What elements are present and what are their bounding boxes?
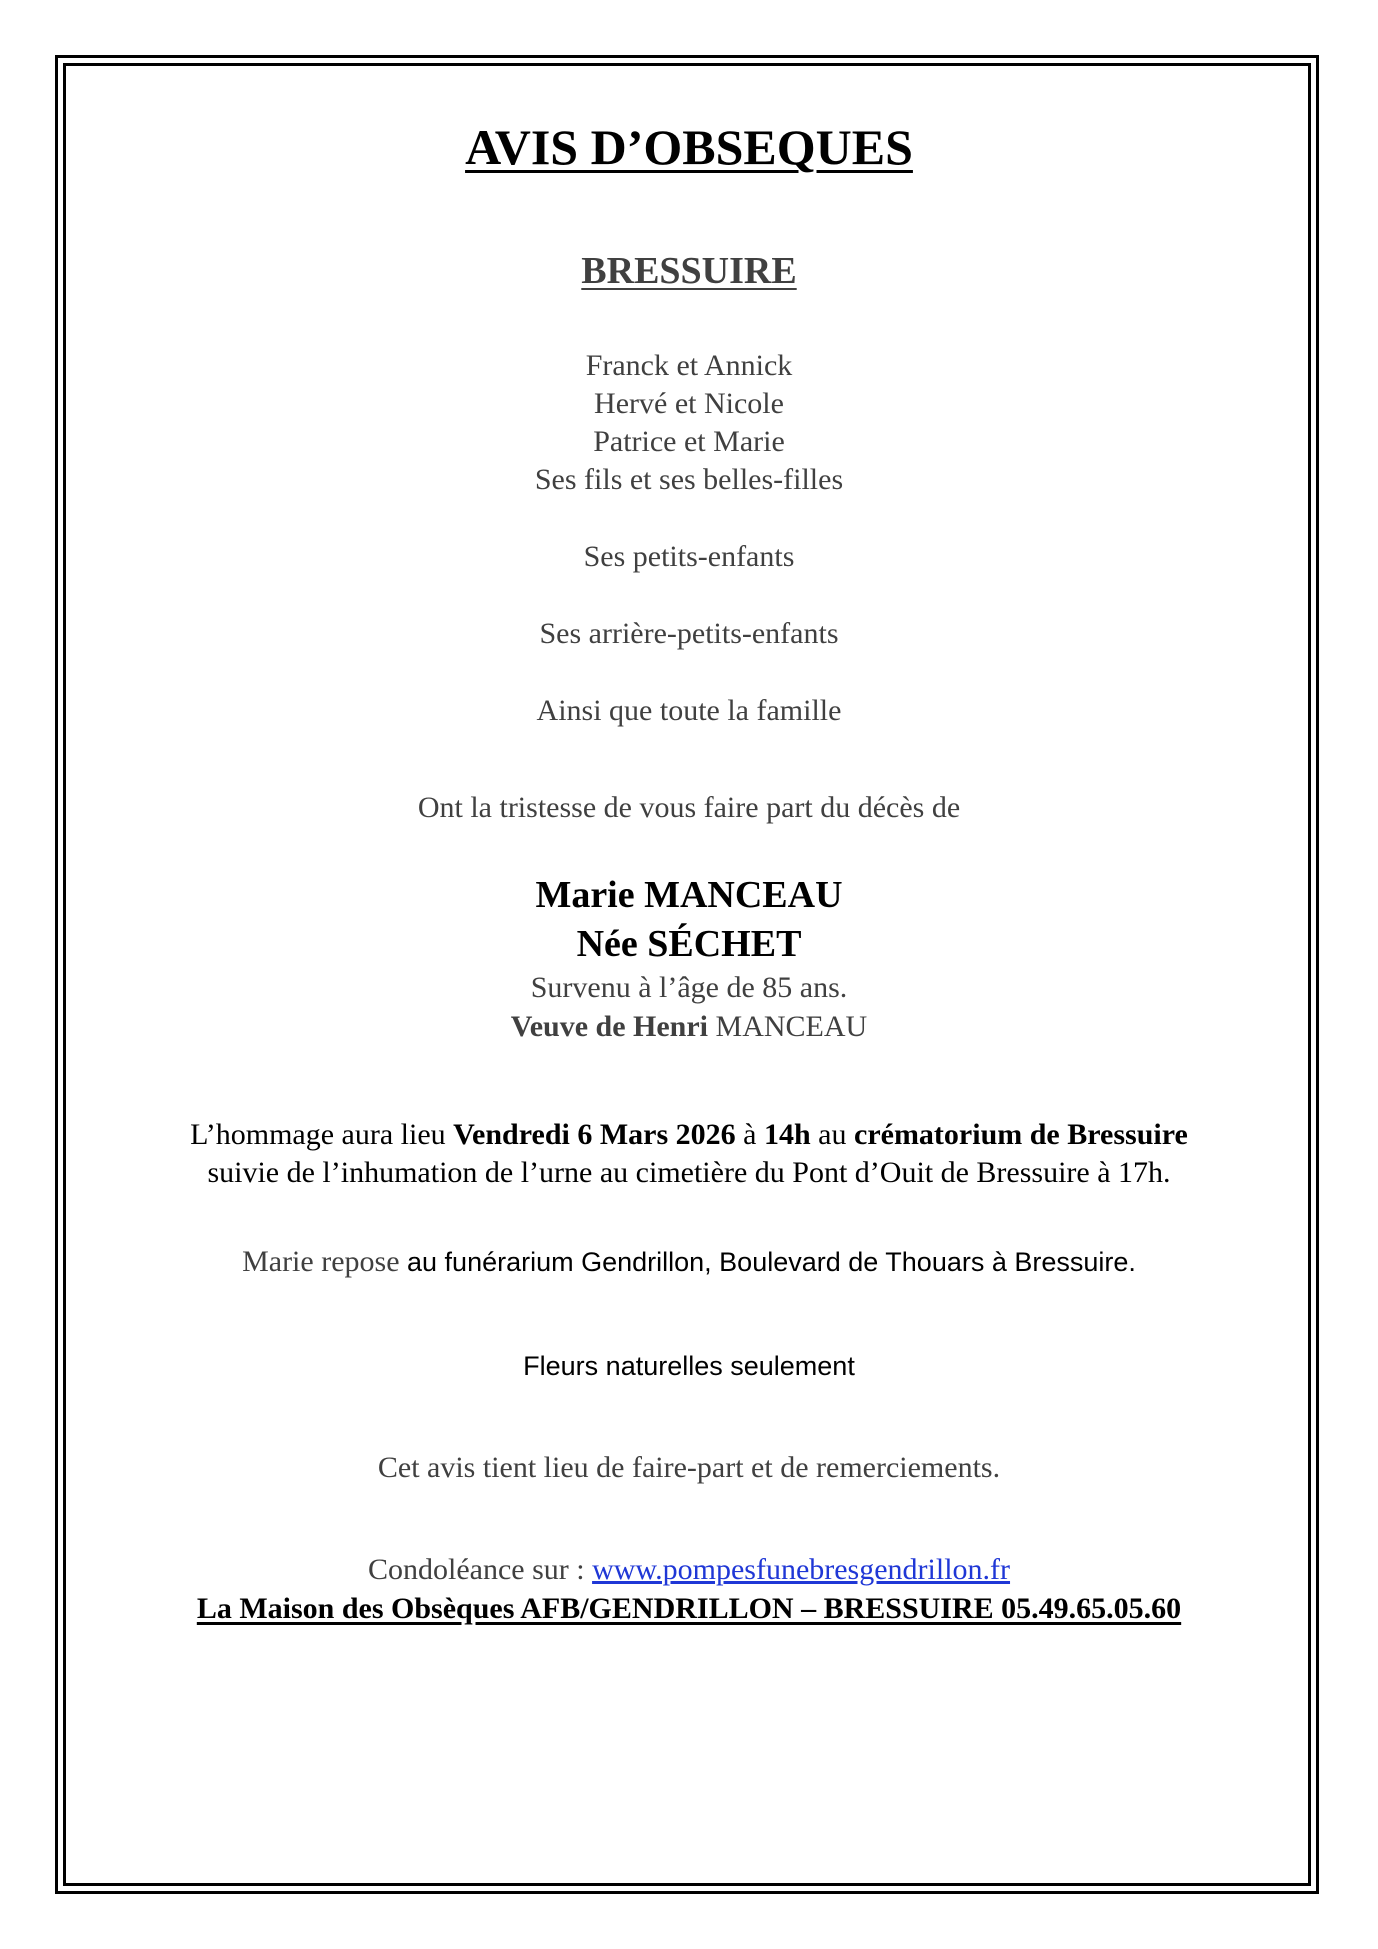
widow-name: MANCEAU [715,1010,868,1043]
repose-text-1: Marie repose [242,1245,408,1278]
city-heading: BRESSUIRE [581,250,797,292]
ceremony-date: Vendredi 6 Mars 2026 [453,1118,736,1151]
family-line-4: Ses fils et ses belles-filles [534,463,844,496]
condolence-label: Condoléance sur : [367,1553,593,1586]
ceremony-line-1 [0,1118,1378,1152]
announcement-text: Ont la tristesse de vous faire part du décès de [417,791,961,824]
deceased-maiden-name: Née SÉCHET [576,923,802,965]
widow-line [0,1010,1378,1044]
family-line-7: Ainsi que toute la famille [536,694,842,727]
ceremony-time: 14h [763,1118,811,1151]
ceremony-place: crématorium de Bressuire [854,1118,1188,1151]
widow-prefix: Veuve de Henri [510,1010,709,1043]
flowers-note: Fleurs naturelles seulement [523,1351,855,1381]
ceremony-text-1: L’hommage aura lieu [190,1118,454,1151]
family-line-3: Patrice et Marie [593,425,785,458]
family-line-2: Hervé et Nicole [594,387,784,420]
repose-line [0,1245,1378,1279]
deceased-name: Marie MANCEAU [535,874,843,916]
condolence-link[interactable]: www.pompesfunebresgendrillon.fr [592,1553,1011,1586]
family-line-1: Franck et Annick [585,349,793,382]
family-line-5: Ses petits-enfants [583,540,795,573]
family-line-6: Ses arrière-petits-enfants [539,617,839,650]
deceased-age: Survenu à l’âge de 85 ans. [530,971,848,1004]
ceremony-text-3: au [810,1118,854,1151]
funeral-home-footer: La Maison des Obsèques AFB/GENDRILLON – BRESSUIRE 05.49.65.05.60 [196,1592,1182,1625]
notice-remark: Cet avis tient lieu de faire-part et de remerciements. [377,1451,1001,1484]
notice-title: AVIS D’OBSEQUES [465,119,913,175]
repose-text-2: au funérarium Gendrillon, Boulevard de Thouars à Bressuire. [407,1247,1136,1277]
ceremony-line-2: suivie de l’inhumation de l’urne au cimetière du Pont d’Ouit de Bressuire à 17h. [207,1156,1171,1189]
condolence-line [0,1553,1378,1587]
ceremony-text-2: à [735,1118,764,1151]
